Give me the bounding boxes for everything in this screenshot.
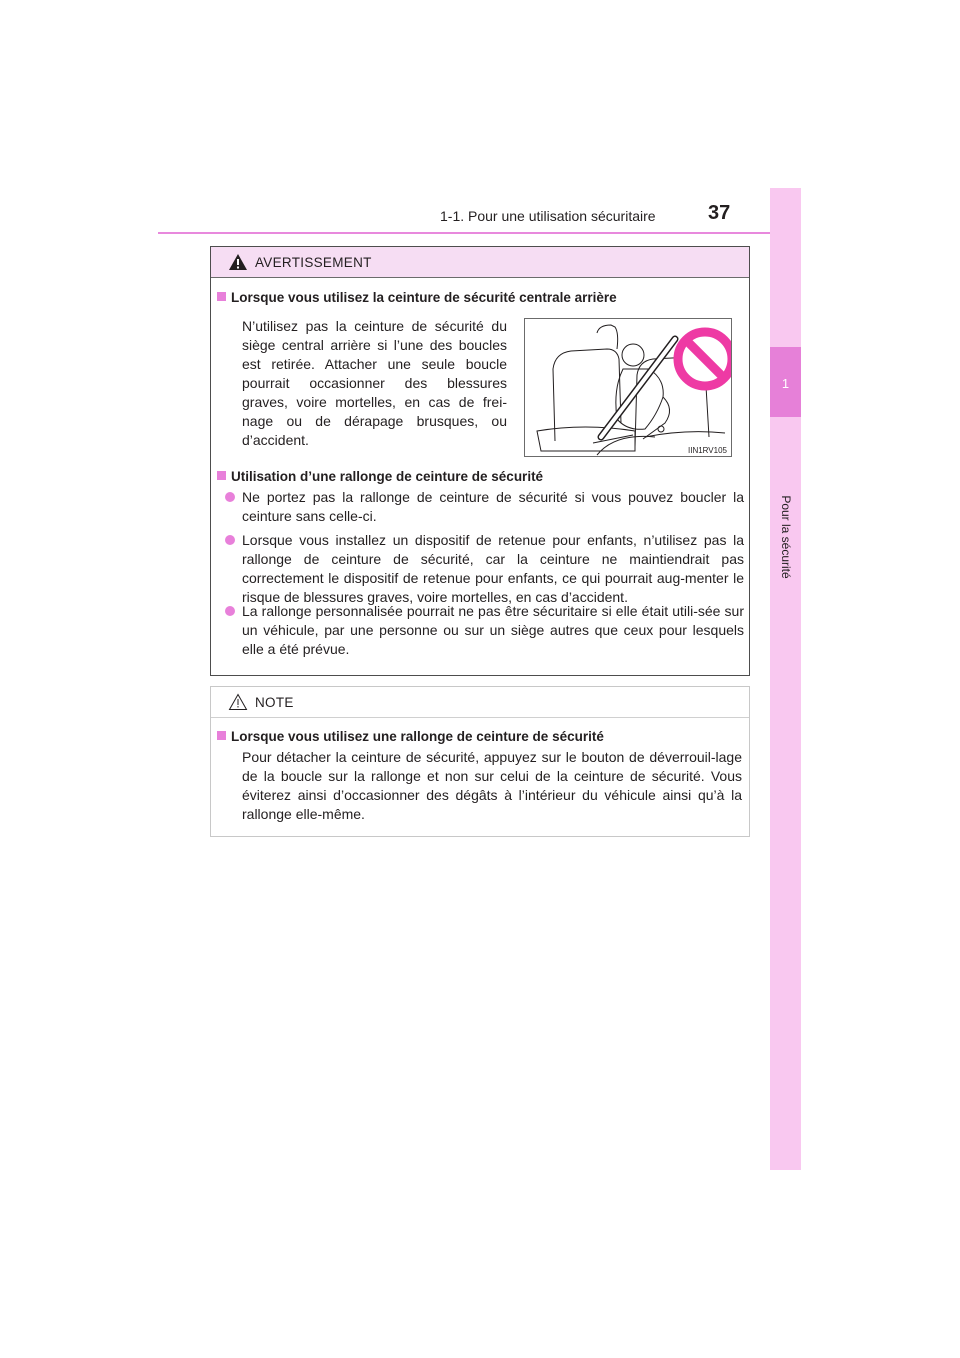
square-bullet-icon [217, 731, 226, 740]
warning-title: AVERTISSEMENT [255, 255, 372, 270]
list-item: Lorsque vous installez un dispositif de retenue pour enfants, n’utilisez pas la rallonge de ceinture de sécurité, car la ceinture ne maintiendrait pas correctement le dispositif de retenue pour enfants, ce qui pourrait aug-menter le risque de blessures graves, voire mortelles, en cas d’accident. [225, 531, 744, 607]
note-header [211, 687, 749, 718]
figure-code: IIN1RV105 [688, 446, 727, 455]
warning-heading-extender: Utilisation d’une rallonge de ceinture de sécurité [217, 469, 543, 484]
note-heading: Lorsque vous utilisez une rallonge de ceinture de sécurité [217, 729, 604, 744]
center-belt-text: N’utilisez pas la ceinture de sécurité du siège central arrière si l’une des boucles est retirée. Attacher une seule boucle pourrait occasionner des blessures graves, voire mortelles, en cas de frei-nage ou de dérapage brusques, ou d’accident. [242, 318, 507, 448]
warning-heading-center-belt: Lorsque vous utilisez la ceinture de sécurité centrale arrière [217, 290, 617, 305]
chapter-label: Pour la sécurité [779, 495, 793, 579]
square-bullet-icon [217, 292, 226, 301]
note-text: Pour détacher la ceinture de sécurité, appuyez sur le bouton de déverrouil-lage de la boucle sur la rallonge et non sur celui de la ceinture de sécurité. Vous éviterez ainsi d’occasionner des dégâts à l’intérieur du véhicule ainsi qu’à la rallonge elle-même. [242, 749, 742, 822]
warning-icon [228, 253, 248, 271]
circle-bullet-icon [225, 606, 235, 616]
warning-box [210, 246, 750, 676]
chapter-side-tab [770, 188, 801, 1170]
note-box [210, 686, 750, 837]
header-rule [158, 232, 801, 234]
page-number: 37 [708, 202, 731, 224]
warning-header [211, 247, 749, 278]
chapter-number: 1 [781, 376, 790, 391]
section-title: 1-1. Pour une utilisation sécuritaire [440, 208, 656, 224]
square-bullet-icon [217, 471, 226, 480]
seat-belt-figure-icon [525, 319, 731, 456]
list-item: Ne portez pas la rallonge de ceinture de sécurité si vous pouvez boucler la ceinture sans celle-ci. [225, 488, 744, 526]
seatbelt-illustration [524, 318, 732, 457]
list-item: La rallonge personnalisée pourrait ne pas être sécuritaire si elle était utili-sée sur un véhicule, par une personne ou sur un siège autres que ceux pour lesquels elle a été prévue. [225, 602, 744, 659]
caution-outline-icon [228, 693, 248, 711]
circle-bullet-icon [225, 492, 235, 502]
note-title: NOTE [255, 695, 294, 710]
circle-bullet-icon [225, 535, 235, 545]
